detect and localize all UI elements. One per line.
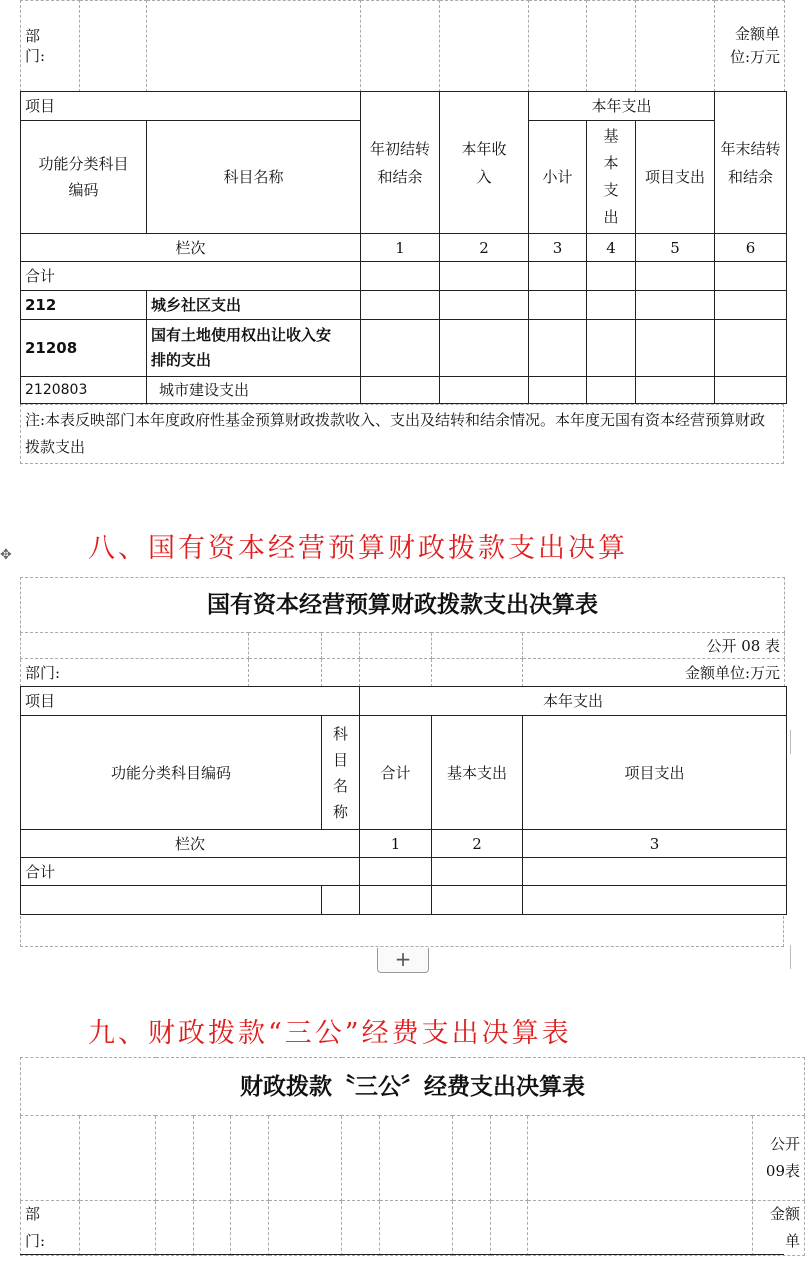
table7-col-income: 本年收入 — [440, 92, 529, 234]
table7-col-number: 2 — [440, 234, 529, 262]
table-row — [21, 377, 787, 404]
section8-row-lanci: 栏次 — [21, 830, 360, 858]
section8-table-code: 公开 08 表 — [523, 633, 785, 659]
table7-note-text: 注:本表反映部门本年度政府性基金预算财政拨款收入、支出及结转和结余情况。本年度无国有资本经营预算财政拨款支出 — [21, 405, 784, 464]
section9-unit: 金额单 — [753, 1201, 805, 1256]
table7-col-number: 5 — [636, 234, 715, 262]
section9-table-code: 公开09表 — [753, 1116, 805, 1201]
section8-col-func-code: 功能分类科目编码 — [21, 716, 322, 830]
table7-col-number: 6 — [715, 234, 787, 262]
table7-col-subtotal: 小计 — [529, 121, 587, 234]
section8-unit: 金额单位:万元 — [523, 659, 785, 687]
section9-dept: 部门: — [21, 1201, 80, 1256]
page-edge-marker — [790, 945, 801, 969]
table7-unit-label: 金额单位:万元 — [715, 1, 785, 92]
table7-col-number: 3 — [529, 234, 587, 262]
table7-col-number: 4 — [587, 234, 636, 262]
section8-title: 国有资本经营预算财政拨款支出决算表 — [21, 578, 785, 633]
section8-col-number: 1 — [360, 830, 432, 858]
section8-row-total: 合计 — [21, 858, 360, 886]
section9-header — [20, 1057, 805, 1256]
section9-heading: 九、财政拨款“三公”经费支出决算表 — [88, 1018, 572, 1049]
table-row — [21, 320, 787, 377]
page-edge-marker — [790, 730, 801, 754]
table7-note — [20, 404, 784, 464]
table7-col-subject-name: 科目名称 — [147, 121, 361, 234]
table7-col-basic: 基本支出 — [587, 121, 636, 234]
table7-dept-label: 部门: — [21, 1, 80, 92]
section8-dept: 部门: — [21, 659, 249, 687]
section8-col-project-exp: 项目支出 — [523, 716, 787, 830]
table-row — [21, 886, 787, 915]
table7-header-row — [20, 0, 785, 92]
section8-col-number: 2 — [432, 830, 523, 858]
table7-col-func-code: 功能分类科目编码 — [21, 121, 147, 234]
section9-title: 财政拨款〝三公〞经费支出决算表 — [21, 1058, 805, 1116]
section9-bottom-rule — [20, 1254, 784, 1255]
section8-heading: 八、国有资本经营预算财政拨款支出决算 — [88, 533, 628, 564]
section8-col-number: 3 — [523, 830, 787, 858]
table7-col-this-year-exp: 本年支出 — [529, 92, 715, 121]
table7-col-end-balance: 年末结转和结余 — [715, 92, 787, 234]
table7-col-begin-balance: 年初结转和结余 — [361, 92, 440, 234]
table-move-handle-icon[interactable]: ✥ — [0, 547, 12, 563]
section8-col-project: 项目 — [21, 687, 360, 716]
table7-col-project-exp: 项目支出 — [636, 121, 715, 234]
add-row-button[interactable]: + — [377, 948, 429, 973]
row-name: 城市建设支出 — [147, 377, 361, 404]
row-code: 212 — [21, 291, 147, 320]
section8-col-basic: 基本支出 — [432, 716, 523, 830]
row-name: 城乡社区支出 — [147, 291, 361, 320]
row-code: 2120803 — [21, 377, 147, 404]
table7-col-project: 项目 — [21, 92, 361, 121]
table7-row-lanci: 栏次 — [21, 234, 361, 262]
section8-footer — [20, 916, 784, 947]
table-row — [21, 291, 787, 320]
table7-row-total: 合计 — [21, 262, 361, 291]
section8-col-subject-name: 科目名称 — [322, 716, 360, 830]
section8-header — [20, 577, 785, 687]
section8-main — [20, 686, 787, 915]
table7-col-number: 1 — [361, 234, 440, 262]
section8-col-this-year-exp: 本年支出 — [360, 687, 787, 716]
row-name: 国有土地使用权出让收入安排的支出 — [147, 320, 361, 377]
section8-col-total: 合计 — [360, 716, 432, 830]
row-code: 21208 — [21, 320, 147, 377]
table7-main — [20, 91, 787, 404]
